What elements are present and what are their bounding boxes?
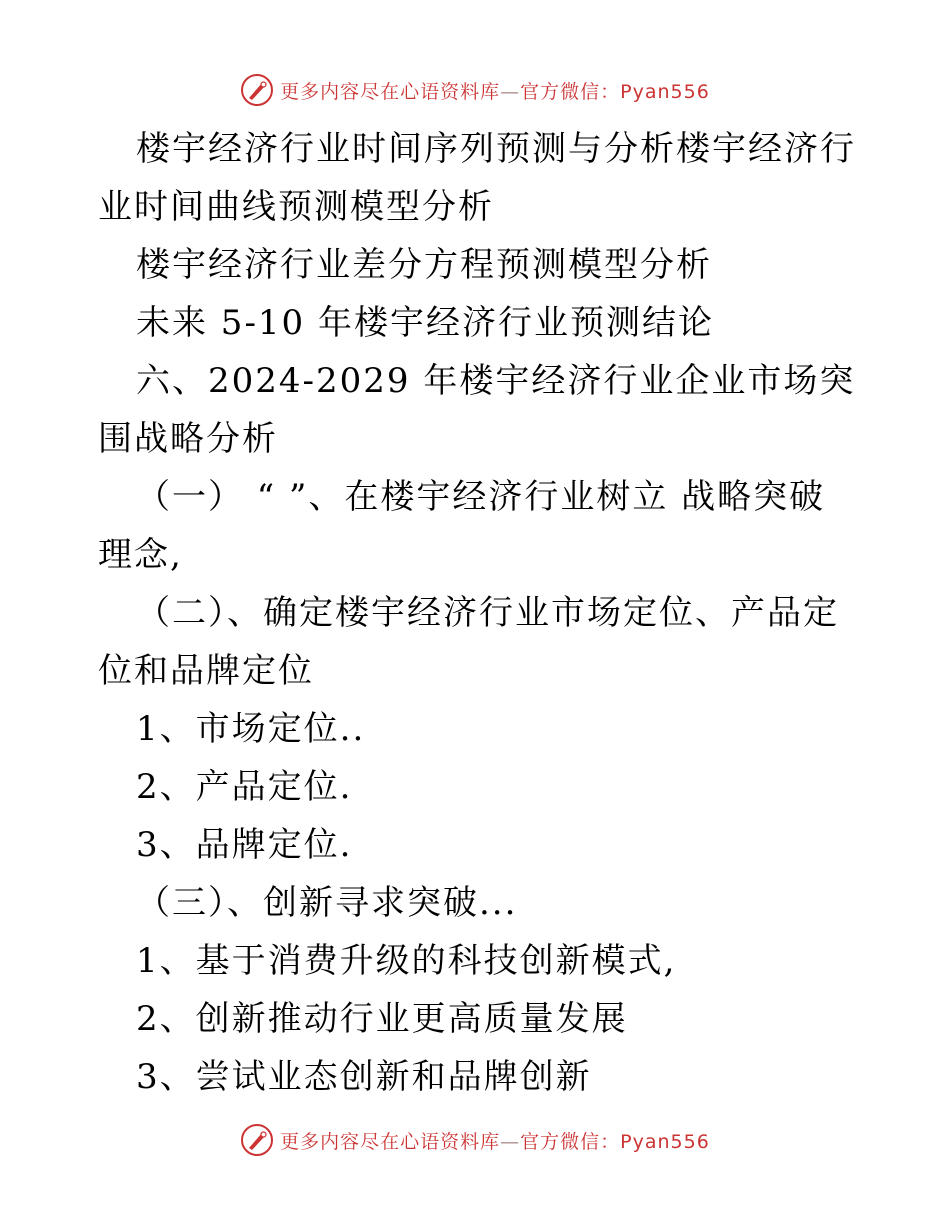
list-item-format-brand-innovation: 3、尝试业态创新和品牌创新 bbox=[136, 1057, 592, 1097]
list-item-tech-innovation: 1、基于消费升级的科技创新模式, bbox=[136, 941, 677, 981]
document-body bbox=[98, 120, 858, 1106]
list-item-brand-positioning: 3、品牌定位. bbox=[136, 825, 353, 865]
page-header-banner bbox=[0, 70, 950, 110]
paragraph-2: 楼宇经济行业差分方程预测模型分析 bbox=[136, 245, 712, 285]
header-dash: — bbox=[500, 80, 521, 103]
paragraph-4: 六、2024-2029 年楼宇经济行业企业市场突围战略分析 bbox=[98, 361, 856, 459]
pen-logo-icon bbox=[240, 73, 274, 107]
paragraph-3: 未来 5-10 年楼宇经济行业预测结论 bbox=[136, 303, 714, 343]
list-item-quality-development: 2、创新推动行业更高质量发展 bbox=[136, 999, 628, 1039]
list-item-product-positioning: 2、产品定位. bbox=[136, 767, 353, 807]
paragraph-5: （一） “ ”、在楼宇经济行业树立 战略突破 理念, bbox=[98, 477, 826, 575]
paragraph-10: （三）、创新寻求突破... bbox=[136, 883, 518, 923]
footer-banner-text bbox=[280, 1127, 710, 1154]
page-footer-banner bbox=[0, 1120, 950, 1160]
list-item-market-positioning: 1、市场定位.. bbox=[136, 709, 366, 749]
header-banner-text bbox=[280, 77, 710, 104]
paragraph-1: 楼宇经济行业时间序列预测与分析楼宇经济行业时间曲线预测模型分析 bbox=[98, 129, 856, 227]
header-main-text: 更多内容尽在心语资料库 bbox=[280, 80, 501, 103]
header-contact-text: 官方微信：Pyan556 bbox=[520, 80, 710, 103]
footer-contact-text: 官方微信：Pyan556 bbox=[520, 1130, 710, 1153]
footer-dash: — bbox=[500, 1130, 521, 1153]
footer-main-text: 更多内容尽在心语资料库 bbox=[280, 1130, 501, 1153]
paragraph-6: （二）、确定楼宇经济行业市场定位、产品定位和品牌定位 bbox=[98, 593, 839, 691]
pen-logo-icon bbox=[240, 1123, 274, 1157]
